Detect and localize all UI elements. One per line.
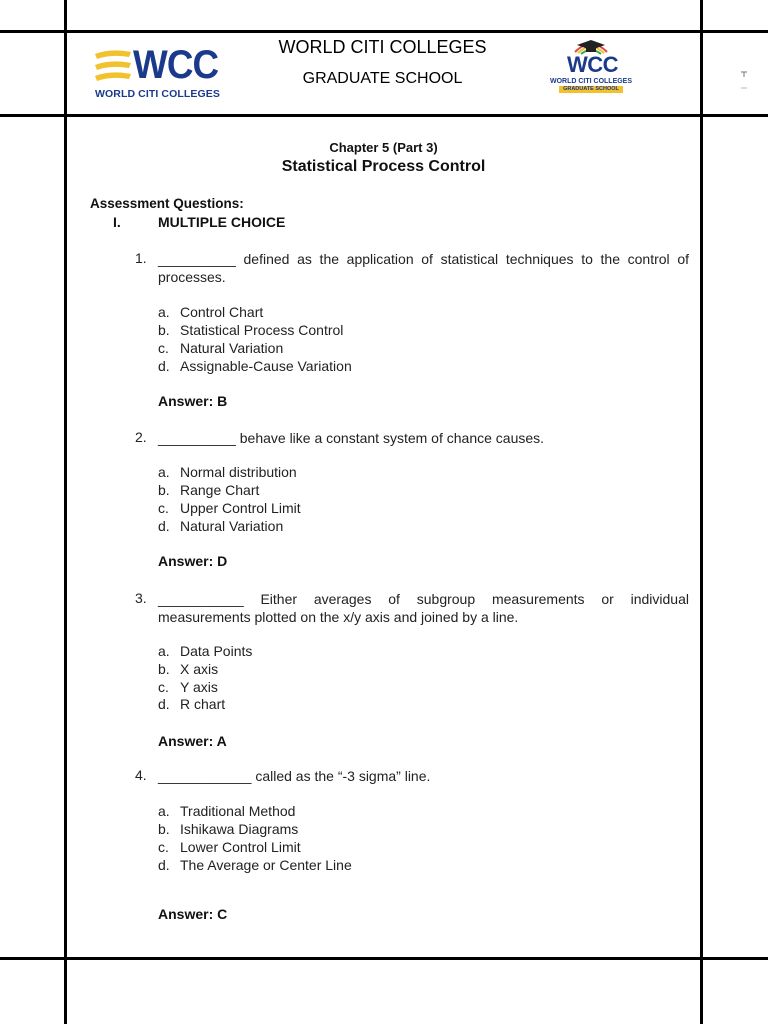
option-letter: a. [158, 803, 170, 819]
margin-mark-icon [739, 70, 749, 90]
option-letter: d. [158, 696, 170, 712]
option-letter: a. [158, 464, 170, 480]
wcc-logo-right [545, 38, 637, 92]
option-letter: c. [158, 679, 169, 695]
logo-right-badge: GRADUATE SCHOOL [559, 86, 623, 93]
section-number: I. [113, 214, 121, 230]
option-text: Normal distribution [180, 464, 297, 480]
question-number: 1. [135, 250, 147, 266]
option-letter: d. [158, 518, 170, 534]
question-text: __________ behave like a constant system of chance causes. [158, 430, 545, 446]
option-text: Upper Control Limit [180, 500, 301, 516]
option-letter: a. [158, 304, 170, 320]
answer-label: Answer: B [158, 393, 228, 409]
option-text: Natural Variation [180, 340, 284, 356]
topic-heading: Statistical Process Control [281, 158, 486, 175]
option-text: Ishikawa Diagrams [180, 821, 299, 837]
question-number: 4. [135, 767, 147, 783]
option-letter: b. [158, 482, 170, 498]
header-divider [0, 114, 768, 117]
option-text: Y axis [180, 679, 218, 695]
option-text: Range Chart [180, 482, 260, 498]
option-letter: d. [158, 857, 170, 873]
logo-wordmark: WCC [133, 43, 219, 87]
option-text: Natural Variation [180, 518, 284, 534]
option-text: Lower Control Limit [180, 839, 301, 855]
option-text: Control Chart [180, 304, 264, 320]
question-number: 3. [135, 590, 147, 606]
question-text: __________ defined as the application of statistical techniques to the control of processes. [158, 251, 689, 285]
question-number: 2. [135, 429, 147, 445]
option-letter: d. [158, 358, 170, 374]
option-text: Assignable-Cause Variation [180, 358, 352, 374]
option-letter: c. [158, 500, 169, 516]
swoosh-icon [93, 48, 133, 86]
institution-title: WORLD CITI COLLEGES [278, 37, 487, 57]
logo-right-wordmark: WCC [567, 52, 619, 77]
option-letter: b. [158, 661, 170, 677]
answer-label: Answer: D [158, 553, 228, 569]
option-text: Traditional Method [180, 803, 296, 819]
option-text: Data Points [180, 643, 253, 659]
institution-subtitle: GRADUATE SCHOOL [302, 70, 463, 87]
logo-subtext: WORLD CITI COLLEGES [95, 88, 220, 100]
answer-label: Answer: C [158, 906, 228, 922]
chapter-heading: Chapter 5 (Part 3) [329, 140, 438, 155]
option-text: R chart [180, 696, 226, 712]
option-letter: c. [158, 839, 169, 855]
answer-label: Answer: A [158, 733, 227, 749]
option-letter: c. [158, 340, 169, 356]
option-text: X axis [180, 661, 219, 677]
option-letter: b. [158, 322, 170, 338]
option-text: Statistical Process Control [180, 322, 344, 338]
table-border-right [700, 0, 703, 1024]
option-letter: a. [158, 643, 170, 659]
option-text: The Average or Center Line [180, 857, 352, 873]
assessment-label: Assessment Questions: [90, 196, 244, 211]
section-title: MULTIPLE CHOICE [158, 214, 286, 230]
wcc-logo-left [93, 42, 220, 102]
table-border-bottom [0, 957, 768, 960]
option-letter: b. [158, 821, 170, 837]
question-text: ____________ called as the “-3 sigma” line. [158, 768, 431, 784]
question-text: ___________ Either averages of subgroup measurements or individual measurements plotted on the x/y axis and joined by a line. [158, 591, 689, 625]
table-border-top [0, 30, 768, 33]
logo-right-name: WORLD CITI COLLEGES [549, 78, 633, 85]
